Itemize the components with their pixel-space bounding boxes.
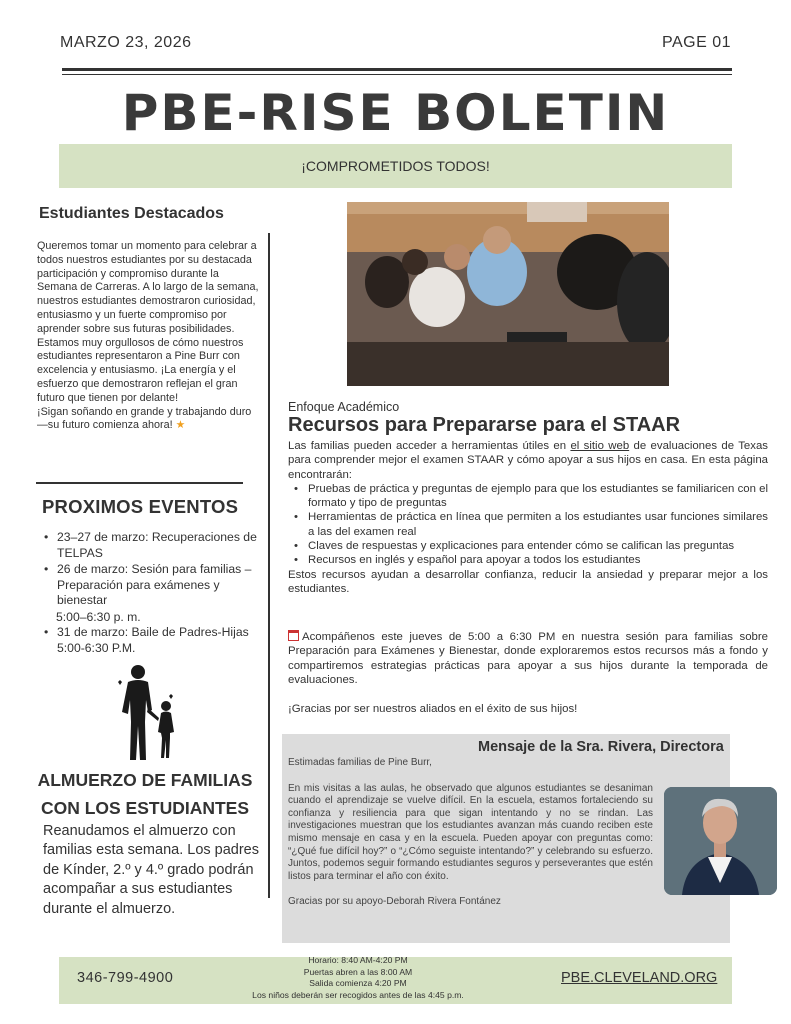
list-item: • Herramientas de práctica en línea que permiten a los estudiantes usar funciones similares a las del examen real [288, 510, 768, 539]
schedule-line: Puertas abren a las 8:00 AM [303, 966, 413, 977]
destacados-body [37, 240, 259, 433]
staar-body [288, 439, 768, 596]
father-daughter-silhouette-icon [112, 660, 182, 764]
page-number: PAGE 01 [661, 34, 731, 51]
message-signoff: Gracias por su apoyo-Deborah Rivera Fontánez [288, 896, 501, 908]
session-paragraph [288, 630, 768, 687]
session-text: Acompáñenos este jueves de 5:00 a 6:30 PM en nuestra sesión para familias sobre Preparación para Exámenes y Bienestar, donde exploraremos estos recursos más a fondo y compartiremos estrategias prácticas para apoyar a sus hijos durante la temporada de evaluaciones. [288, 631, 768, 686]
event-item [40, 625, 265, 656]
staar-intro-after: de evaluaciones de Texas para comprender mejor el examen STAAR y cómo apoyar a sus hijos en casa. En esta página encontrarán: [288, 440, 768, 481]
principal-message-text [288, 757, 653, 922]
schedule-line: Horario: 8:40 AM-4:20 PM [308, 955, 408, 965]
event-text: 23–27 de marzo: Recuperaciones de TELPAS [57, 530, 257, 560]
header-rule-thin [62, 74, 732, 75]
footer-phone[interactable]: 346-799-4900 [77, 970, 174, 986]
list-item: • Claves de respuestas y explicaciones para entender cómo se califican las preguntas [288, 539, 768, 553]
eventos-heading: PROXIMOS EVENTOS [42, 496, 239, 517]
destacados-closing: ¡Sigan soñando en grande y trabajando duro—su futuro comienza ahora! [37, 405, 252, 432]
tagline-banner: ¡COMPROMETIDOS TODOS! [59, 144, 732, 188]
eventos-list [40, 530, 265, 657]
list-item: • Recursos en inglés y español para apoyar a todos los estudiantes [288, 553, 768, 567]
calendar-icon [288, 630, 299, 641]
destacados-heading: Estudiantes Destacados [39, 205, 224, 222]
event-item [40, 530, 265, 561]
event-time: 5:00–6:30 p. m. [56, 609, 141, 624]
principal-portrait [664, 787, 777, 895]
staar-resource-list [288, 482, 768, 568]
almuerzo-body: Reanudamos el almuerzo con familias esta semana. Los padres de Kínder, 2.º y 4.º grado podrán acompañar a sus estudiantes durante el almuerzo. [43, 823, 259, 917]
issue-date: MARZO 23, 2026 [60, 34, 192, 51]
newsletter-title: PBE-RISE BOLETIN [121, 84, 670, 142]
staar-thanks: ¡Gracias por ser nuestros aliados en el éxito de sus hijos! [288, 703, 578, 715]
header-rule-thick [62, 68, 732, 71]
principal-message-heading: Mensaje de la Sra. Rivera, Directora [478, 739, 724, 755]
section-divider [36, 482, 243, 484]
staar-heading: Recursos para Prepararse para el STAAR [288, 414, 681, 436]
schedule-line: Salida comienza 4:20 PM [309, 978, 407, 989]
list-item: • Pruebas de práctica y preguntas de ejemplo para que los estudiantes se familiaricen con el formato y tipo de preguntas [288, 482, 768, 511]
footer-website-link[interactable]: PBE.CLEVELAND.ORG [561, 970, 718, 986]
star-icon: ★ [175, 419, 186, 432]
staar-intro-before: Las familias pueden acceder a herramientas útiles en [288, 440, 571, 452]
schedule-line: Los niños deberán ser recogidos antes de las 4:45 p.m. [252, 989, 464, 1000]
destacados-text: Queremos tomar un momento para celebrar a todos nuestros estudiantes por su destacada participación y compromiso durante la Semana de Carreras. A lo largo de la semana, nuestros estudiantes demostraron curiosidad, entusiasmo y un fuerte compromiso por aprender sobre sus futuras posibilidades. Estamos muy orgullosos de cómo nuestros estudiantes representaron a Pine Burr con excelencia y entusiasmo. ¡La energía y el esfuerzo que demostraron reflejan el gran futuro que tienen por delante! [37, 240, 259, 404]
staar-outro: Estos recursos ayudan a desarrollar confianza, reducir la ansiedad y preparar mejor a los estudiantes. [288, 568, 768, 595]
almuerzo-heading: ALMUERZO DE FAMILIAS CON LOS ESTUDIANTES [37, 770, 253, 818]
event-text: 26 de marzo: Sesión para familias – Preparación para exámenes y bienestar [57, 562, 252, 607]
staar-kicker: Enfoque Académico [288, 400, 400, 414]
message-greeting: Estimadas familias de Pine Burr, [288, 757, 432, 768]
event-item [40, 562, 265, 609]
footer-schedule [218, 955, 498, 1001]
students-photo [347, 202, 669, 386]
staar-website-link[interactable]: el sitio web [570, 440, 630, 452]
event-text: 31 de marzo: Baile de Padres-Hijas 5:00-6:30 P.M. [57, 625, 249, 655]
message-body: En mis visitas a las aulas, he observado que algunos estudiantes se desaniman cuando el aprendizaje se vuelve difícil. En la escuela, estamos fortaleciendo su confianza y resiliencia para que sigan intentando y no se rindan. Las investigaciones muestran que los estudiantes avanzan más cuando reciben este mismo mensaje en casa y en la escuela. Pueden apoyar con preguntas como: “¿Qué fue difícil hoy?” o “¿Cómo seguiste intentando?” y celebrando su esfuerzo. Juntos, podemos seguir formando estudiantes seguros y perseverantes que estén listos para terminar el año con éxito. [288, 782, 653, 882]
